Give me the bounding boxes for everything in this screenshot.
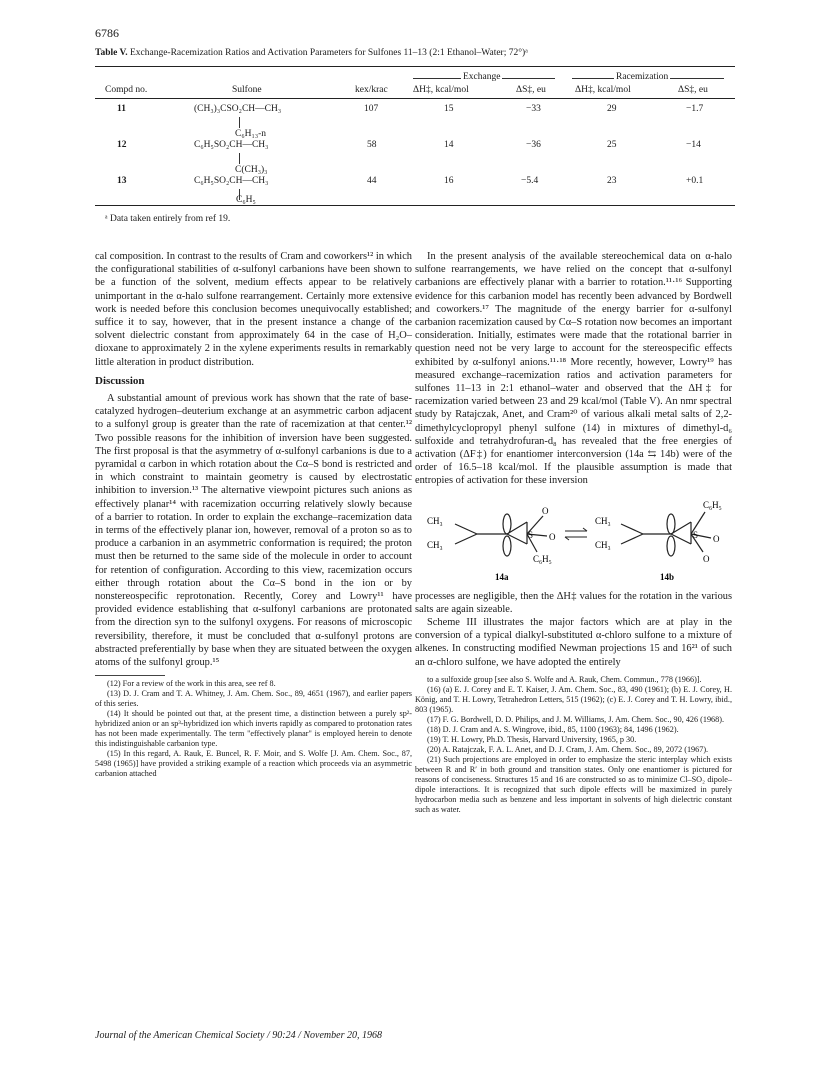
14a-ch3-bottom: CH₃ — [427, 539, 443, 550]
14a-c6h5: C₆H₅ — [533, 553, 552, 564]
table-header-rule — [95, 98, 735, 99]
structure-14-drawing — [415, 494, 732, 584]
footnote-15: (15) In this regard, A. Rauk, E. Buncel, R. F. Moir, and S. Wolfe [J. Am. Chem. Soc., 87, 5498 (1965)] have provided a striking example of a reaction which proceeds via an asymmetric carbanion attached — [95, 749, 412, 779]
header-sulfone: Sulfone — [232, 85, 262, 95]
row-11-sulfone: (CH₃)₃CSO₂CH—CH₃ — [194, 104, 282, 114]
row-13-exchange-dh: 16 — [444, 176, 454, 186]
14a-s: S — [528, 529, 534, 540]
header-exchange-dh: ΔH‡, kcal/mol — [413, 85, 469, 95]
row-11-exchange-ds: −33 — [526, 104, 541, 114]
row-12-exchange-dh: 14 — [444, 140, 454, 150]
discussion-heading: Discussion — [95, 374, 145, 387]
left-paragraph-2: A substantial amount of previous work has shown that the rate of base-catalyzed hydrogen–deuterium exchange at an asymmetric carbon adjacent to a sulfonyl group is greater than the rate of racemization at that center.¹² Two possible reasons for the inhibition of inversion have been suggested. The first proposal is that the asymmetry of α-sulfonyl carbanions is due to a pyramidal α carbon in which rotation about the Cα–S bond is restricted and in which constraint to maintain geometry is caused by electrostatic inhibition to inversion.¹³ The alternative viewpoint pictures such anions as effectively planar¹⁴ with racemization occurring relatively slowly because of a barrier to rotation. In order to explain the exchange–racemization data in terms of the effectively planar ion, however, removal of a proton so as to produce a carbanion in an asymmetric conformation is required; the proton must then be returned to the same side of the molecule in order to account for retention of configuration. According to this view, racemization occurs either through rotation about the Cα–S bond in the ion or by nonstereospecific reprotonation. Recently, Corey and Lowry¹¹ have provided evidence establishing that α-sulfonyl carbanions are protonated from the direction syn to the sulfonyl oxygens. For reasons of microscopic reversibility, therefore, it must be concluded that α-sulfonyl protons are abstracted preferentially by base when they are situated between the oxygen atoms of the sulfonyl group.¹⁵ — [95, 393, 412, 669]
row-13-sulfone: C₆H₅SO₂CH—CH₃ — [194, 176, 269, 186]
row-12-racemization-dh: 25 — [607, 140, 617, 150]
footnote-17: (17) F. G. Bordwell, D. D. Philips, and J. M. Williams, J. Am. Chem. Soc., 90, 426 (1968). — [427, 714, 725, 724]
row-12-bond — [239, 153, 240, 164]
row-13-exchange-ds: −5.4 — [521, 176, 539, 186]
table-bottom-rule — [95, 205, 735, 206]
row-11-compd: 11 — [117, 104, 126, 114]
table-caption-text: Exchange-Racemization Ratios and Activation Parameters for Sulfones 11–13 (2:1 Ethanol–Water; 72°)ᵃ — [129, 48, 528, 58]
structure-14a — [455, 514, 547, 556]
footnote-16: (16) (a) E. J. Corey and E. T. Kaiser, J. Am. Chem. Soc., 83, 490 (1961); (b) E. J. Corey, H. König, and T. H. Lowry, Tetrahedron Letters, 515 (1962); (c) E. J. Corey and T. H. Lowry, ibid., 803 (1965). — [415, 684, 732, 714]
14b-o-right: O — [713, 533, 720, 544]
right-column — [415, 250, 732, 815]
label-14a: 14a — [495, 571, 509, 582]
row-11-ratio: 107 — [364, 104, 379, 114]
row-11-exchange-dh: 15 — [444, 104, 454, 114]
row-12-racemization-ds: −14 — [686, 140, 701, 150]
14b-c6h5: C₆H₅ — [703, 499, 722, 510]
14b-o-bottom: O — [703, 553, 710, 564]
right-paragraph-1: In the present analysis of the available stereochemical data on α-halo sulfone rearrangements, we have relied on the concept that α-sulfonyl carbanions are effectively planar with a barrier to rotation.¹¹·¹⁶ Supporting evidence for this carbanion model has recently been advanced by Bordwell and coworkers.¹⁷ The magnitude of the energy barrier for α-sulfonyl carbanion racemization caused by Cα–S rotation now becomes an important consideration. Initially, estimates were made that the rotational barrier in question need not be very large to account for the stereospecific effects exhibited by α-sulfonyl anions.¹¹·¹⁸ More recently, however, Lowry¹⁹ has measured exchange–racemization ratios and activation parameters for sulfones 11–13 in 2:1 ethanol–water and observed that the ΔH‡ for racemization varied between 23 and 29 kcal/mol (Table V). An nmr spectral study by Ratajczak, Anet, and Cram²⁰ of various alkali metal salts of 2,2-dimethylcyclopropyl phenyl sulfone (14) in mixtures of dimethyl-d₆ sulfoxide and tetrahydrofuran-d₈ has revealed that the free energies of activation (ΔF‡) for enantiomer interconversion (14a ⇆ 14b) were of the order of 16.5–18 kcal/mol. If the plausible assumption is made that entropies of activation for these inversion — [415, 251, 732, 487]
table-footnote: ᵃ Data taken entirely from ref 19. — [105, 214, 231, 224]
14a-o-right: O — [549, 531, 556, 542]
row-12-ratio: 58 — [367, 140, 377, 150]
footnote-14: (14) It should be pointed out that, at the present time, a distinction between a purely sp²-hybridized anion or an sp³-hybridized ion which inverts rapidly as compared to protonation rates has not been made experimentally. The term "effectively planar" is employed herein to denote this indistinguishable carbanion type. — [95, 709, 412, 749]
14b-s: S — [693, 529, 699, 540]
row-13-racemization-dh: 23 — [607, 176, 617, 186]
table-caption-label: Table V. — [95, 48, 128, 58]
journal-footer: Journal of the American Chemical Society / 90:24 / November 20, 1968 — [95, 1030, 382, 1041]
footnote-rule — [95, 675, 165, 676]
header-compd-no: Compd no. — [105, 85, 148, 95]
row-11-substituent: C₆H₁₃-n — [235, 129, 267, 139]
14a-o-top: O — [542, 505, 549, 516]
row-12-compd: 12 — [117, 140, 127, 150]
left-paragraph-1: cal composition. In contrast to the results of Cram and coworkers¹² in which the configurational stabilities of α-sulfonyl carbanions have been shown to be a function of the solvent, medium effects appear to be relatively unimportant in the α-halo sulfone rearrangement. Certainly more extensive work is needed before this conclusion becomes unequivocally established; suffice it to say, however, that in the present instance a change of the solvent dielectric constant from approximately 64 in the case of H₂O–dioxane to approximately 2 in the xylene experiments results in remarkably little alteration in product distribution. — [95, 251, 412, 368]
exchange-group-header: Exchange — [413, 72, 555, 84]
footnote-13: (13) D. J. Cram and T. A. Whitney, J. Am. Chem. Soc., 89, 4651 (1967), and earlier papers of this series. — [95, 689, 412, 709]
footnote-21: (21) Such projections are employed in order to emphasize the steric interplay which exists between R and R′ in both ground and transition states. Only one enantiomer is pictured for reasons of conciseness. Structures 15 and 16 are constructed so as to minimize Cl–SO₂ dipole–dipole interactions. It is recognized that such dipole effects will be maximized in purely hydrocarbon media such as benzene and less important in solvents of high dielectric constant such as water. — [415, 754, 732, 814]
row-13-ratio: 44 — [367, 176, 377, 186]
header-exchange-ds: ΔS‡, eu — [516, 85, 546, 95]
table-caption — [95, 47, 755, 59]
footnote-19: (19) T. H. Lowry, Ph.D. Thesis, Harvard University, 1965, p 30. — [427, 734, 637, 744]
right-paragraph-2: processes are negligible, then the ΔH‡ values for the rotation in the various salts are again sizeable. — [415, 590, 732, 615]
14b-ch3-bottom: CH₃ — [595, 539, 611, 550]
header-racemization-ds: ΔS‡, eu — [678, 85, 708, 95]
row-12-substituent: C(CH₃)₃ — [235, 165, 268, 175]
row-12-exchange-ds: −36 — [526, 140, 541, 150]
table-top-rule — [95, 66, 735, 67]
row-12-sulfone: C₆H₅SO₂CH—CH₃ — [194, 140, 269, 150]
label-14b: 14b — [660, 571, 675, 582]
page-number: 6786 — [95, 26, 119, 40]
structure-14-scheme — [415, 494, 732, 584]
footnote-12: (12) For a review of the work in this area, see ref 8. — [107, 679, 276, 689]
equilibrium-arrows — [565, 528, 587, 540]
header-ratio: kex/krac — [355, 85, 388, 95]
right-paragraph-3: Scheme III illustrates the major factors which are at play in the conversion of a typical dialkyl-substituted α-chloro sulfone to a mixture of alkenes. In constructing modified Newman projections 15 and 16²¹ of such an α-chloro sulfone, we have adopted the entirely — [415, 617, 732, 668]
row-13-compd: 13 — [117, 176, 127, 186]
footnote-18: (18) D. J. Cram and A. S. Wingrove, ibid., 85, 1100 (1963); 84, 1496 (1962). — [427, 724, 679, 734]
row-13-substituent: C₆H₅ — [236, 195, 256, 205]
row-13-racemization-ds: +0.1 — [686, 176, 704, 186]
header-racemization-dh: ΔH‡, kcal/mol — [575, 85, 631, 95]
footnote-15-continued: to a sulfoxide group [see also S. Wolfe and A. Rauk, Chem. Commun., 778 (1966)]. — [427, 674, 702, 684]
14b-ch3-top: CH₃ — [595, 515, 611, 526]
14a-ch3-top: CH₃ — [427, 515, 443, 526]
row-11-bond — [239, 117, 240, 128]
left-column — [95, 250, 412, 779]
row-11-racemization-ds: −1.7 — [686, 104, 704, 114]
racemization-group-header: Racemization — [572, 72, 724, 84]
row-11-racemization-dh: 29 — [607, 104, 617, 114]
footnote-20: (20) A. Ratajczak, F. A. L. Anet, and D. J. Cram, J. Am. Chem. Soc., 89, 2072 (1967). — [427, 744, 709, 754]
